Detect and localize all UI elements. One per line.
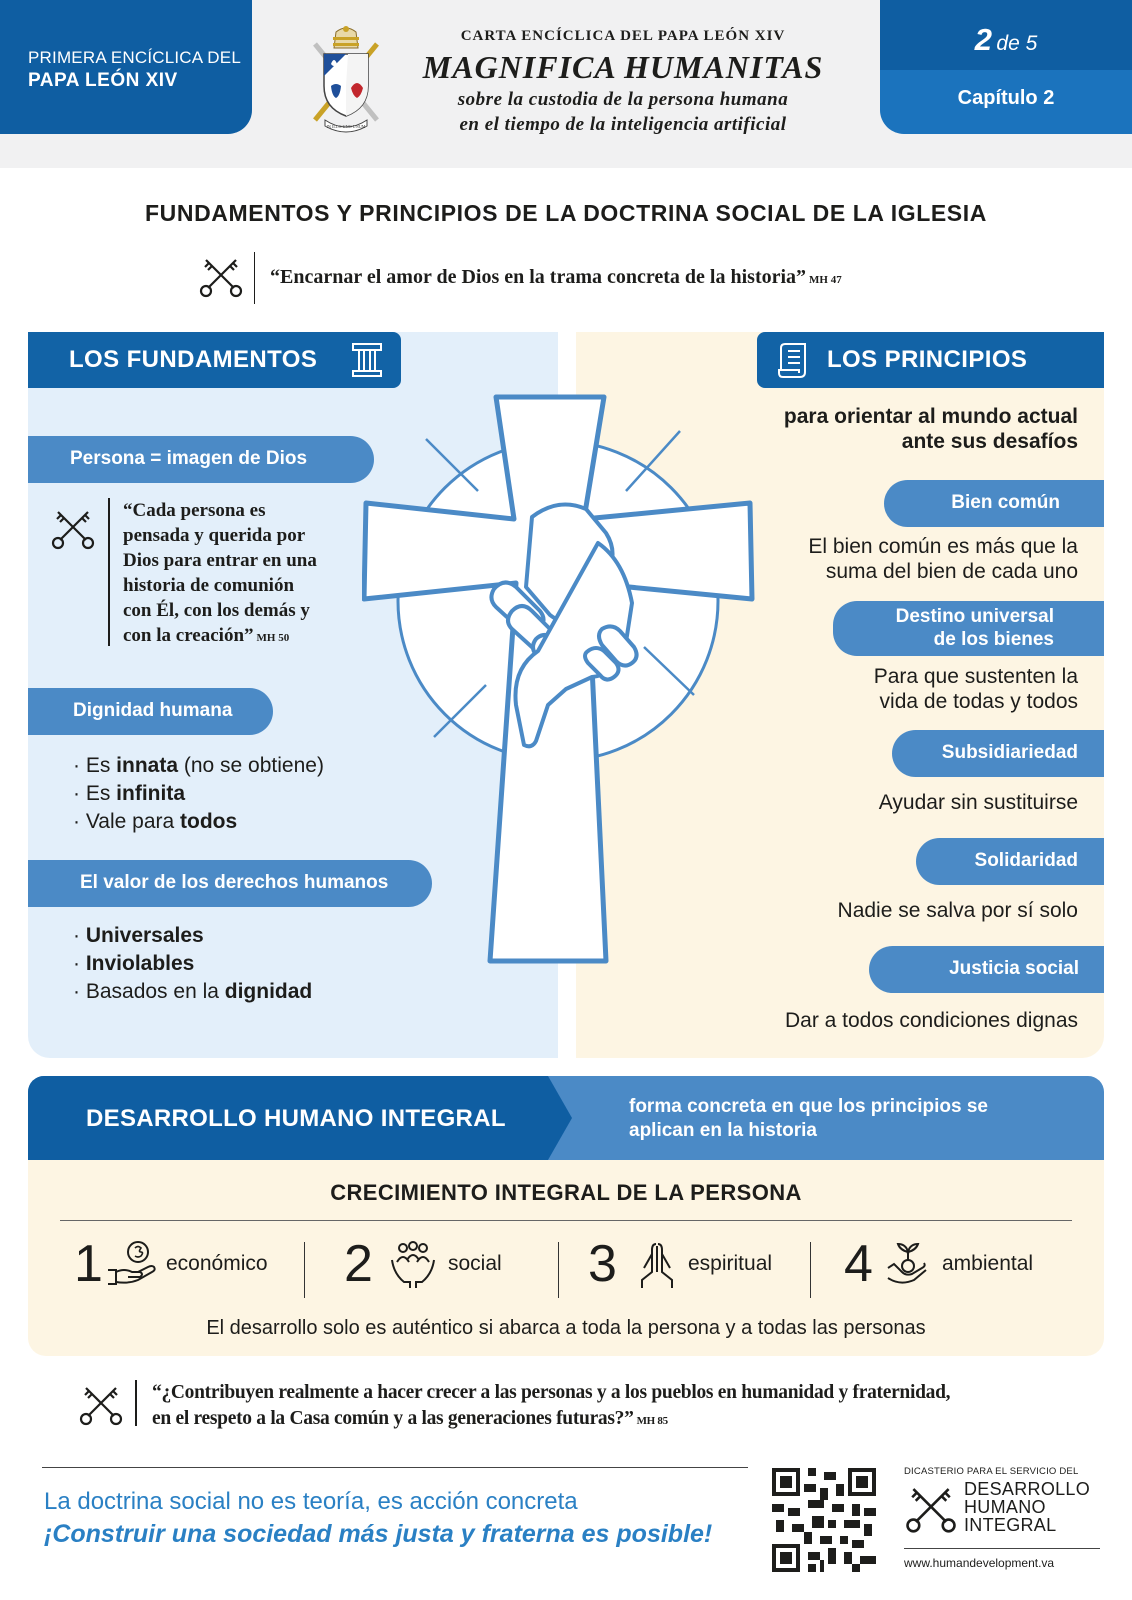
dicastery-name-line: DESARROLLO — [964, 1479, 1091, 1499]
crecimiento-divider — [60, 1220, 1072, 1221]
persona-quote-line: “Cada persona es — [123, 500, 266, 521]
dicastery-name-line: HUMANO — [964, 1497, 1046, 1517]
persona-pill: Persona = imagen de Dios — [28, 436, 374, 483]
dimension-label: espiritual — [688, 1252, 773, 1275]
badge-left-line1: PRIMERA ENCÍCLICA DEL — [28, 48, 241, 67]
persona-quote-line: con Él, con los demás y — [123, 600, 310, 621]
persona-quote-line: Dios para entrar en una — [123, 550, 317, 571]
praying-hands-icon — [632, 1240, 682, 1290]
bullet-bold: Inviolables — [85, 952, 195, 975]
desarrollo-desc — [629, 1095, 1069, 1143]
bullet-bold: infinita — [116, 782, 185, 805]
bullet-item — [73, 950, 312, 978]
bien-comun-pill: Bien común — [884, 480, 1104, 527]
footer-slogan-line2: ¡Construir una sociedad más justa y fraterna es posible! — [44, 1520, 713, 1548]
desc-line: vida de todas y todos — [879, 690, 1078, 713]
bullet-item — [73, 978, 312, 1006]
bullet-item — [73, 780, 324, 808]
bullet-pre: · — [73, 924, 86, 947]
dimension-number: 1 — [74, 1235, 103, 1293]
bullet-bold: innata — [116, 754, 179, 777]
persona-quote — [50, 498, 370, 648]
justicia-social-pill: Justicia social — [869, 946, 1104, 993]
pill-line: de los bienes — [933, 629, 1054, 650]
scroll-document-icon — [777, 340, 811, 380]
first-encyclical-badge — [0, 0, 252, 134]
dicastery-name — [964, 1480, 1090, 1534]
hand-coin-icon — [106, 1240, 158, 1288]
justicia-social-desc: Dar a todos condiciones dignas — [784, 1009, 1078, 1032]
quote-divider — [254, 252, 255, 304]
bullet-item — [73, 922, 312, 950]
pill-line: Destino universal — [895, 606, 1054, 627]
dimension-espiritual — [588, 1234, 788, 1294]
dimension-number: 3 — [588, 1235, 617, 1293]
dicastery-name-line: INTEGRAL — [964, 1515, 1057, 1535]
bullet-pre: · Es — [73, 782, 117, 805]
coat-motto: IN ILLO UNO UNUM — [326, 124, 366, 129]
bullet-bold: todos — [180, 810, 238, 833]
crossed-keys-icon — [50, 506, 96, 552]
page-indicator — [880, 0, 1132, 70]
bullet-bold: dignidad — [224, 980, 313, 1003]
dimension-number: 2 — [344, 1235, 373, 1293]
bullet-item — [73, 752, 324, 780]
dimension-economico — [74, 1234, 292, 1294]
dimension-label: ambiental — [942, 1252, 1034, 1275]
dimension-label: social — [448, 1252, 502, 1275]
bullet-bold: Universales — [85, 924, 204, 947]
derechos-pill: El valor de los derechos humanos — [28, 860, 432, 907]
page-chapter-badge — [880, 0, 1132, 134]
bullet-item — [73, 808, 324, 836]
solidaridad-desc: Nadie se salva por sí solo — [837, 899, 1078, 922]
dimension-separator — [304, 1242, 305, 1298]
footer-slogan-line1: La doctrina social no es teoría, es acción concreta — [44, 1488, 578, 1515]
dignidad-bullets — [73, 752, 324, 836]
desc-line: Para que sustenten la — [873, 665, 1078, 688]
cross-handshake-illustration — [362, 393, 774, 973]
bullet-post: (no se obtiene) — [178, 754, 324, 777]
quote-divider — [108, 498, 110, 646]
desarrollo-title: DESARROLLO HUMANO INTEGRAL — [86, 1105, 506, 1132]
page-number: 2 — [974, 22, 992, 57]
desc-line: El bien común es más que la — [808, 535, 1078, 558]
subsidiariedad-pill: Subsidiariedad — [892, 730, 1104, 777]
people-hands-icon — [388, 1240, 438, 1290]
bullet-pre: · Basados en la — [73, 980, 225, 1003]
plant-hand-icon — [884, 1240, 932, 1288]
desc-line: suma del bien de cada uno — [825, 560, 1078, 583]
dimension-number: 4 — [844, 1235, 873, 1293]
persona-quote-line: historia de comunión — [123, 575, 295, 596]
dimension-separator — [810, 1242, 811, 1298]
persona-quote-line: pensada y querida por — [123, 525, 306, 546]
solidaridad-pill: Solidaridad — [916, 838, 1104, 885]
fundamentos-header — [28, 332, 401, 388]
destino-universal-desc — [740, 664, 1078, 714]
encyclical-subtitle-line1: sobre la custodia de la persona humana — [457, 89, 789, 110]
bottom-quote-ref: MH 85 — [636, 1415, 668, 1427]
dignidad-pill: Dignidad humana — [28, 688, 273, 735]
page-title: FUNDAMENTOS Y PRINCIPIOS DE LA DOCTRINA SOCIAL DE LA IGLESIA — [145, 200, 987, 226]
subsidiariedad-desc: Ayudar sin sustituirse — [878, 791, 1078, 814]
persona-quote-text — [123, 498, 373, 651]
bottom-quote-line1: “¿Contribuyen realmente a hacer crecer a las personas y a los pueblos en humanidad y fraternidad, — [152, 1382, 951, 1403]
encyclical-subtitle-line2: en el tiempo de la inteligencia artificial — [459, 114, 787, 135]
footer-divider — [42, 1467, 748, 1468]
persona-quote-last: con la creación” — [123, 625, 254, 646]
dimension-label: económico — [166, 1252, 268, 1275]
badge-left-line2: PAPA LEÓN XIV — [28, 70, 178, 91]
dimension-separator — [558, 1242, 559, 1298]
bottom-quote — [78, 1380, 1098, 1432]
persona-quote-line — [123, 623, 373, 651]
derechos-bullets — [73, 922, 312, 1006]
bottom-quote-line2-wrap — [152, 1406, 950, 1434]
top-quote-text — [270, 266, 842, 289]
dicastery-logo — [904, 1466, 1104, 1535]
destino-universal-pill — [833, 601, 1104, 656]
encyclical-title-block — [400, 28, 846, 136]
fundamentos-header-label: LOS FUNDAMENTOS — [69, 346, 318, 373]
principios-header-label: LOS PRINCIPIOS — [827, 346, 1028, 373]
dimension-social — [344, 1234, 524, 1294]
page-of: de 5 — [996, 32, 1038, 55]
encyclical-kicker: CARTA ENCÍCLICA DEL PAPA LEÓN XIV — [460, 28, 786, 44]
desarrollo-note: El desarrollo solo es auténtico si abarca a toda la persona y a todas las personas — [206, 1317, 926, 1339]
principios-intro-line2: ante sus desafíos — [901, 430, 1078, 453]
qr-code[interactable] — [772, 1468, 876, 1572]
bullet-pre: · — [73, 952, 86, 975]
bien-comun-desc — [740, 534, 1078, 584]
crossed-keys-icon — [904, 1482, 958, 1536]
dicastery-url-link[interactable]: www.humandevelopment.va — [904, 1556, 1055, 1570]
dicastery-divider — [904, 1548, 1100, 1549]
top-quote-ref: MH 47 — [809, 274, 842, 286]
principios-intro-line1: para orientar al mundo actual — [783, 405, 1078, 428]
bottom-quote-line2: en el respeto a la Casa común y a las generaciones futuras?” — [152, 1408, 634, 1429]
top-quote-body: “Encarnar el amor de Dios en la trama concreta de la historia” — [270, 266, 807, 288]
crossed-keys-icon — [78, 1382, 124, 1428]
desarrollo-desc-line1: forma concreta en que los principios se — [629, 1096, 988, 1117]
papal-coat-of-arms-icon — [303, 24, 389, 138]
top-quote — [198, 252, 958, 304]
principios-header — [757, 332, 1104, 388]
bullet-pre: · Vale para — [73, 810, 180, 833]
dimension-ambiental — [844, 1234, 1054, 1294]
dicastery-small-text: DICASTERIO PARA EL SERVICIO DEL — [904, 1466, 1079, 1477]
principios-intro — [740, 404, 1078, 454]
encyclical-title: MAGNIFICA HUMANITAS — [422, 49, 824, 85]
desarrollo-desc-line2: aplican en la historia — [629, 1120, 817, 1141]
crossed-keys-icon — [198, 254, 244, 300]
chapter-label: Capítulo 2 — [880, 70, 1132, 134]
crecimiento-title: CRECIMIENTO INTEGRAL DE LA PERSONA — [330, 1180, 802, 1205]
bullet-pre: · Es — [73, 754, 117, 777]
persona-quote-ref: MH 50 — [256, 632, 290, 644]
quote-divider — [135, 1380, 137, 1426]
column-icon — [350, 341, 384, 379]
bottom-quote-text — [152, 1380, 950, 1434]
